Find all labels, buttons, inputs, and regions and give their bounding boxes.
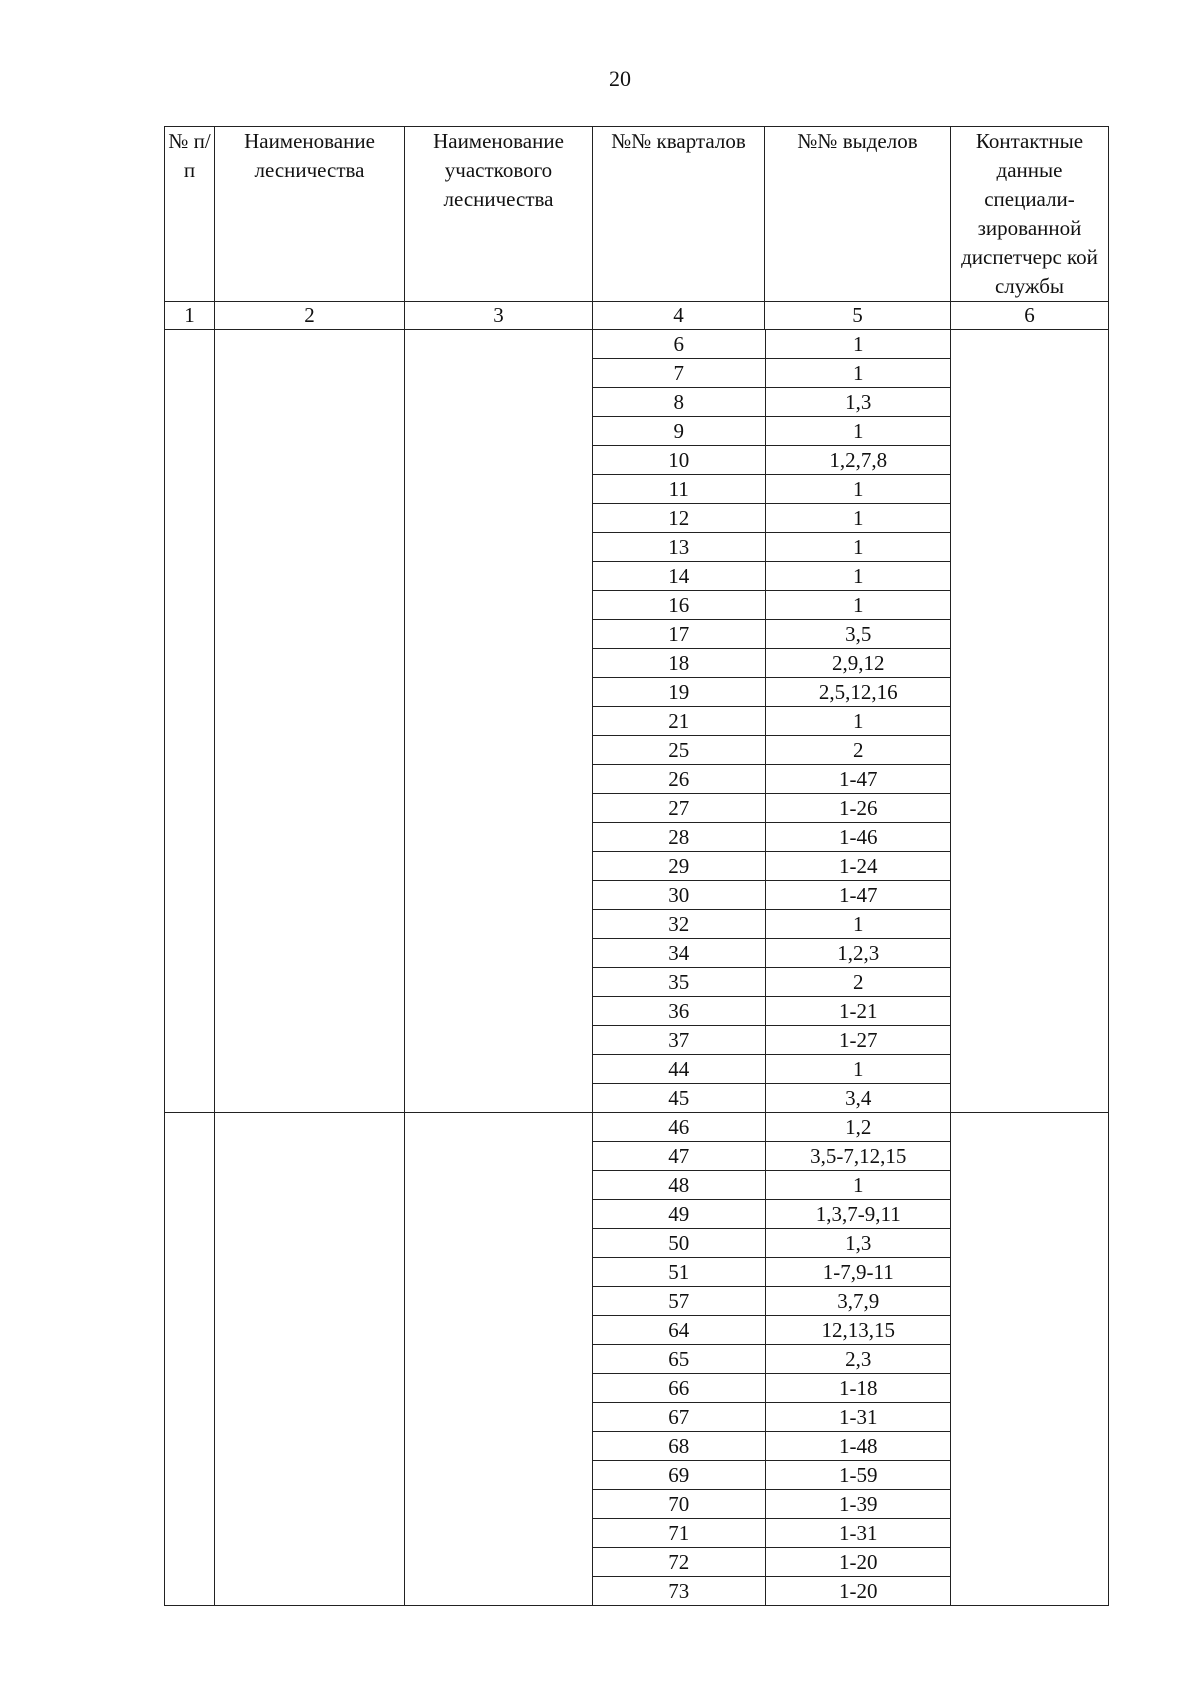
vydel-cell: 1-48: [765, 1432, 951, 1461]
header-number: № п/п: [165, 127, 215, 302]
column-number: 6: [951, 302, 1109, 330]
vydel-cell: 1: [765, 533, 951, 562]
kvartal-cell: 64: [593, 1316, 765, 1345]
table-row: [593, 765, 951, 794]
kvartal-cell: 73: [593, 1577, 765, 1606]
table-row: [593, 1113, 951, 1142]
vydel-cell: 1: [765, 1171, 951, 1200]
kvartal-cell: 9: [593, 417, 765, 446]
kvartal-cell: 19: [593, 678, 765, 707]
forestry-table: [164, 126, 1109, 1606]
kvartal-cell: 14: [593, 562, 765, 591]
kvartal-cell: 28: [593, 823, 765, 852]
kvartal-vydel-table: [593, 1113, 951, 1605]
kvartal-cell: 70: [593, 1490, 765, 1519]
table-block: [165, 1113, 1109, 1606]
kvartal-cell: 49: [593, 1200, 765, 1229]
table-row: [593, 1461, 951, 1490]
vydel-cell: 1-31: [765, 1519, 951, 1548]
column-number: 4: [593, 302, 765, 330]
column-number: 5: [765, 302, 951, 330]
kvartal-cell: 13: [593, 533, 765, 562]
vydel-cell: 1: [765, 359, 951, 388]
kvartal-cell: 25: [593, 736, 765, 765]
table-row: [593, 649, 951, 678]
kvartal-vydel-segment: [593, 1113, 951, 1606]
kvartal-cell: 66: [593, 1374, 765, 1403]
vydel-cell: 2,5,12,16: [765, 678, 951, 707]
table-row: [593, 1316, 951, 1345]
vydel-cell: 3,5-7,12,15: [765, 1142, 951, 1171]
vydel-cell: 2: [765, 968, 951, 997]
column-number: 1: [165, 302, 215, 330]
table-row: [593, 823, 951, 852]
table-row: [593, 794, 951, 823]
kvartal-cell: 6: [593, 330, 765, 359]
kvartal-cell: 67: [593, 1403, 765, 1432]
vydel-cell: 1-31: [765, 1403, 951, 1432]
vydel-cell: 3,4: [845, 1086, 872, 1110]
table-row: [593, 1200, 951, 1229]
kvartal-cell: 46: [593, 1113, 765, 1142]
table-row: [593, 1374, 951, 1403]
page-number: 20: [609, 66, 631, 91]
vydel-cell: 1,3,7-9,11: [765, 1200, 951, 1229]
header-row: [165, 127, 1109, 302]
table-row: [593, 852, 951, 881]
column-number: 3: [405, 302, 593, 330]
table-row: [593, 1026, 951, 1055]
kvartal-cell: 10: [593, 446, 765, 475]
vydel-cell: 3,7,9: [765, 1287, 951, 1316]
kvartal-cell: 21: [593, 707, 765, 736]
kvartal-cell: 65: [593, 1345, 765, 1374]
vydel-cell: 1: [765, 475, 951, 504]
table-row: [593, 910, 951, 939]
kvartal-cell: 32: [593, 910, 765, 939]
vydel-cell: 1,2: [765, 1113, 951, 1142]
vydel-cell: 1: [765, 417, 951, 446]
vydel-cell: 1: [765, 707, 951, 736]
kvartal-cell: 11: [593, 475, 765, 504]
header-forestry-name: Наименование лесничества: [215, 127, 405, 302]
table-row: [593, 475, 951, 504]
vydel-cell: 1-20: [765, 1548, 951, 1577]
kvartal-cell: 47: [593, 1142, 765, 1171]
kvartal-cell: 57: [593, 1287, 765, 1316]
block-district-cell: [405, 1113, 593, 1606]
vydel-cell: 1-18: [765, 1374, 951, 1403]
vydel-cell: 1-59: [765, 1461, 951, 1490]
kvartal-cell: 45: [593, 1084, 765, 1113]
kvartal-cell: 44: [593, 1055, 765, 1084]
kvartal-cell: 35: [593, 968, 765, 997]
vydel-cell: 1,3: [765, 388, 951, 417]
vydel-cell: 1-26: [765, 794, 951, 823]
kvartal-cell: 34: [593, 939, 765, 968]
kvartal-cell: 17: [593, 620, 765, 649]
vydel-cell: 1-27: [765, 1026, 951, 1055]
block-number-cell: [165, 1113, 215, 1606]
table-row: [593, 1171, 951, 1200]
block-number-cell: [165, 330, 215, 1113]
kvartal-cell: 18: [593, 649, 765, 678]
vydel-cell: 1-39: [765, 1490, 951, 1519]
table-row: [593, 997, 951, 1026]
kvartal-cell: 51: [593, 1258, 765, 1287]
vydel-cell: 2,3: [765, 1345, 951, 1374]
table-row: [593, 417, 951, 446]
block-contact-cell: [951, 330, 1109, 1113]
header-district-forestry-name: Наименование участкового лесничества: [405, 127, 593, 302]
table-row: [593, 1490, 951, 1519]
kvartal-cell: 7: [593, 359, 765, 388]
block-contact-cell: [951, 1113, 1109, 1606]
kvartal-cell: 27: [593, 794, 765, 823]
table-row: [593, 533, 951, 562]
table-row: [593, 736, 951, 765]
vydel-cell: 1,2,7,8: [765, 446, 951, 475]
vydel-cell: 1-24: [765, 852, 951, 881]
vydel-cell: 12,13,15: [765, 1316, 951, 1345]
vydel-cell: 1: [765, 591, 951, 620]
vydel-cell: 1-46: [765, 823, 951, 852]
table-row: [593, 388, 951, 417]
table-row: [593, 1084, 951, 1113]
kvartal-cell: 50: [593, 1229, 765, 1258]
vydel-cell: 1: [765, 562, 951, 591]
table-row: [593, 678, 951, 707]
header-kvartal-numbers: №№ кварталов: [593, 127, 765, 302]
table-row: [593, 330, 951, 359]
table-row: [593, 1142, 951, 1171]
block-forestry-cell: [215, 1113, 405, 1606]
table-row: [593, 1055, 951, 1084]
kvartal-cell: 69: [593, 1461, 765, 1490]
kvartal-cell: 29: [593, 852, 765, 881]
vydel-cell: 1: [765, 910, 951, 939]
table-row: [593, 1403, 951, 1432]
table-row: [593, 359, 951, 388]
vydel-cell: 1: [765, 330, 951, 359]
kvartal-cell: 71: [593, 1519, 765, 1548]
table-row: [593, 1345, 951, 1374]
table-row: [593, 620, 951, 649]
vydel-cell: 3,5: [765, 620, 951, 649]
column-number-row: [165, 302, 1109, 330]
header-vydel-numbers: №№ выделов: [765, 127, 951, 302]
kvartal-cell: 68: [593, 1432, 765, 1461]
vydel-cell: 1,3: [765, 1229, 951, 1258]
table-row: [593, 881, 951, 910]
kvartal-vydel-segment: [593, 330, 951, 1113]
vydel-cell: 1: [765, 1055, 951, 1084]
table-row: [593, 1258, 951, 1287]
vydel-cell: 1,2,3: [765, 939, 951, 968]
kvartal-cell: 37: [593, 1026, 765, 1055]
table-row: [593, 446, 951, 475]
table-row: [593, 968, 951, 997]
table-row: [593, 504, 951, 533]
table-row: [593, 707, 951, 736]
table-row: [593, 939, 951, 968]
vydel-cell: 1-7,9-11: [765, 1258, 951, 1287]
table-block: [165, 330, 1109, 1113]
table-row: [593, 562, 951, 591]
table-row: [593, 1548, 951, 1577]
kvartal-cell: 16: [593, 591, 765, 620]
kvartal-cell: 48: [593, 1171, 765, 1200]
table-row: [593, 591, 951, 620]
kvartal-cell: 72: [593, 1548, 765, 1577]
kvartal-vydel-table: [593, 330, 951, 1112]
vydel-cell: 2: [765, 736, 951, 765]
block-district-cell: [405, 330, 593, 1113]
vydel-cell: 1: [765, 504, 951, 533]
kvartal-cell: 26: [593, 765, 765, 794]
vydel-cell: 1-20: [839, 1579, 878, 1603]
table-row: [593, 1287, 951, 1316]
column-number: 2: [215, 302, 405, 330]
kvartal-cell: 8: [593, 388, 765, 417]
vydel-cell: 1-47: [765, 765, 951, 794]
header-dispatch-contacts: Контактные данные специали-зированной диспетчерс кой службы: [951, 127, 1109, 302]
table-row: [593, 1577, 951, 1606]
table-row: [593, 1229, 951, 1258]
kvartal-cell: 12: [593, 504, 765, 533]
vydel-cell: 1-47: [765, 881, 951, 910]
vydel-cell: 1-21: [765, 997, 951, 1026]
kvartal-cell: 36: [593, 997, 765, 1026]
vydel-cell: 2,9,12: [765, 649, 951, 678]
table-row: [593, 1432, 951, 1461]
kvartal-cell: 30: [593, 881, 765, 910]
table-row: [593, 1519, 951, 1548]
block-forestry-cell: [215, 330, 405, 1113]
